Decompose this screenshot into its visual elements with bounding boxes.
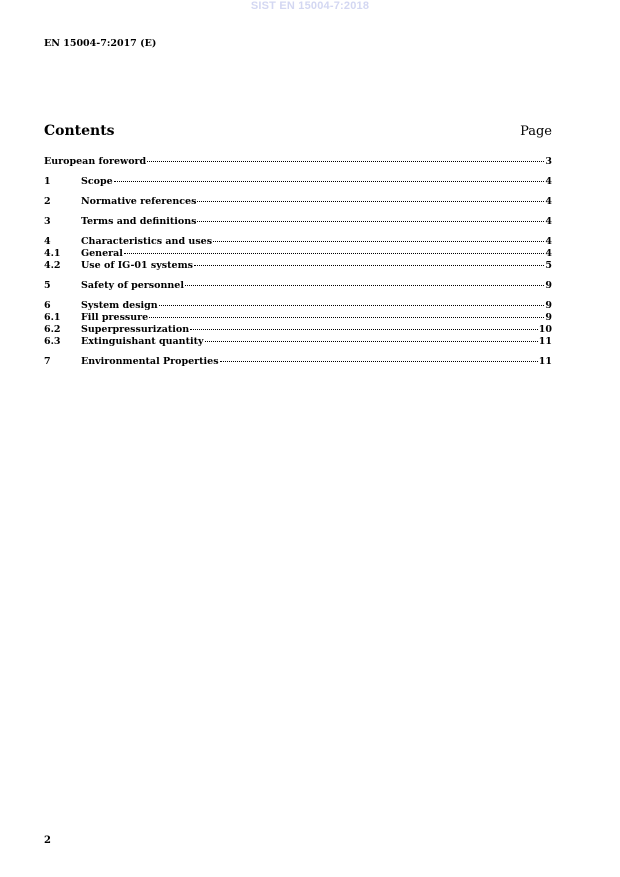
toc-entry-number: 6.2 xyxy=(44,324,61,335)
toc-entry-6[interactable] xyxy=(44,300,552,312)
toc-entry-3[interactable] xyxy=(44,216,552,228)
toc-entry-title: European foreword xyxy=(44,156,147,167)
toc-entry-5[interactable] xyxy=(44,280,552,292)
toc-entry-number: 2 xyxy=(44,196,51,207)
contents-heading: Contents xyxy=(44,123,115,139)
toc-dot-leader xyxy=(124,253,544,254)
toc-dot-leader xyxy=(220,361,538,362)
page-number: 2 xyxy=(44,835,51,846)
toc-entry-title: General xyxy=(81,248,123,259)
toc-entry-page: 9 xyxy=(545,312,552,323)
toc-entry-title: Normative references xyxy=(81,196,197,207)
toc-entry-title: Safety of personnel xyxy=(81,280,184,291)
toc-entry-title: Scope xyxy=(81,176,113,187)
toc-entry-title: Fill pressure xyxy=(81,312,149,323)
toc-entry-6-1[interactable] xyxy=(44,312,552,324)
toc-dot-leader xyxy=(197,201,544,202)
toc-entry-page: 5 xyxy=(545,260,552,271)
toc-entry-title: Characteristics and uses xyxy=(81,236,213,247)
toc-entry-number: 4.1 xyxy=(44,248,61,259)
toc-dot-leader xyxy=(185,285,544,286)
table-of-contents xyxy=(44,156,552,368)
toc-entry-number: 5 xyxy=(44,280,51,291)
toc-entry-number: 4.2 xyxy=(44,260,61,271)
toc-entry-page: 9 xyxy=(545,280,552,291)
toc-dot-leader xyxy=(205,341,538,342)
toc-dot-leader xyxy=(213,241,544,242)
toc-entry-title: Extinguishant quantity xyxy=(81,336,204,347)
toc-entry-page: 4 xyxy=(545,176,552,187)
toc-entry-number: 6.1 xyxy=(44,312,61,323)
toc-entry-2[interactable] xyxy=(44,196,552,208)
toc-entry-number: 3 xyxy=(44,216,51,227)
toc-entry-4-2[interactable] xyxy=(44,260,552,272)
toc-dot-leader xyxy=(194,265,544,266)
toc-entry-number: 1 xyxy=(44,176,51,187)
toc-entry-7[interactable] xyxy=(44,356,552,368)
toc-entry-title: Use of IG-01 systems xyxy=(81,260,193,271)
toc-dot-leader xyxy=(114,181,545,182)
toc-entry-1[interactable] xyxy=(44,176,552,188)
toc-entry-title: Terms and definitions xyxy=(81,216,197,227)
toc-entry-page: 4 xyxy=(545,248,552,259)
toc-entry-number: 6.3 xyxy=(44,336,61,347)
toc-entry-page: 11 xyxy=(538,336,552,347)
toc-entry-page: 4 xyxy=(545,236,552,247)
toc-entry-page: 11 xyxy=(538,356,552,367)
toc-entry-page: 4 xyxy=(545,216,552,227)
toc-entry-page: 3 xyxy=(545,156,552,167)
toc-entry-6-3[interactable] xyxy=(44,336,552,348)
toc-dot-leader xyxy=(149,317,544,318)
toc-entry-page: 10 xyxy=(538,324,552,335)
toc-dot-leader xyxy=(147,161,544,162)
watermark: SIST EN 15004-7:2018 xyxy=(250,0,370,12)
toc-entry-6-2[interactable] xyxy=(44,324,552,336)
toc-dot-leader xyxy=(197,221,544,222)
toc-entry-number: 4 xyxy=(44,236,51,247)
toc-dot-leader xyxy=(159,305,545,306)
toc-entry-title: System design xyxy=(81,300,158,311)
toc-entry-4-1[interactable] xyxy=(44,248,552,260)
toc-entry-title: Superpressurization xyxy=(81,324,190,335)
toc-entry-number: 7 xyxy=(44,356,51,367)
document-id-header: EN 15004-7:2017 (E) xyxy=(44,38,157,49)
toc-dot-leader xyxy=(190,329,538,330)
toc-entry-4[interactable] xyxy=(44,236,552,248)
toc-entry-page: 4 xyxy=(545,196,552,207)
page-column-heading: Page xyxy=(520,124,552,139)
toc-entry-foreword[interactable] xyxy=(44,156,552,168)
toc-entry-page: 9 xyxy=(545,300,552,311)
toc-entry-number: 6 xyxy=(44,300,51,311)
toc-entry-title: Environmental Properties xyxy=(81,356,219,367)
